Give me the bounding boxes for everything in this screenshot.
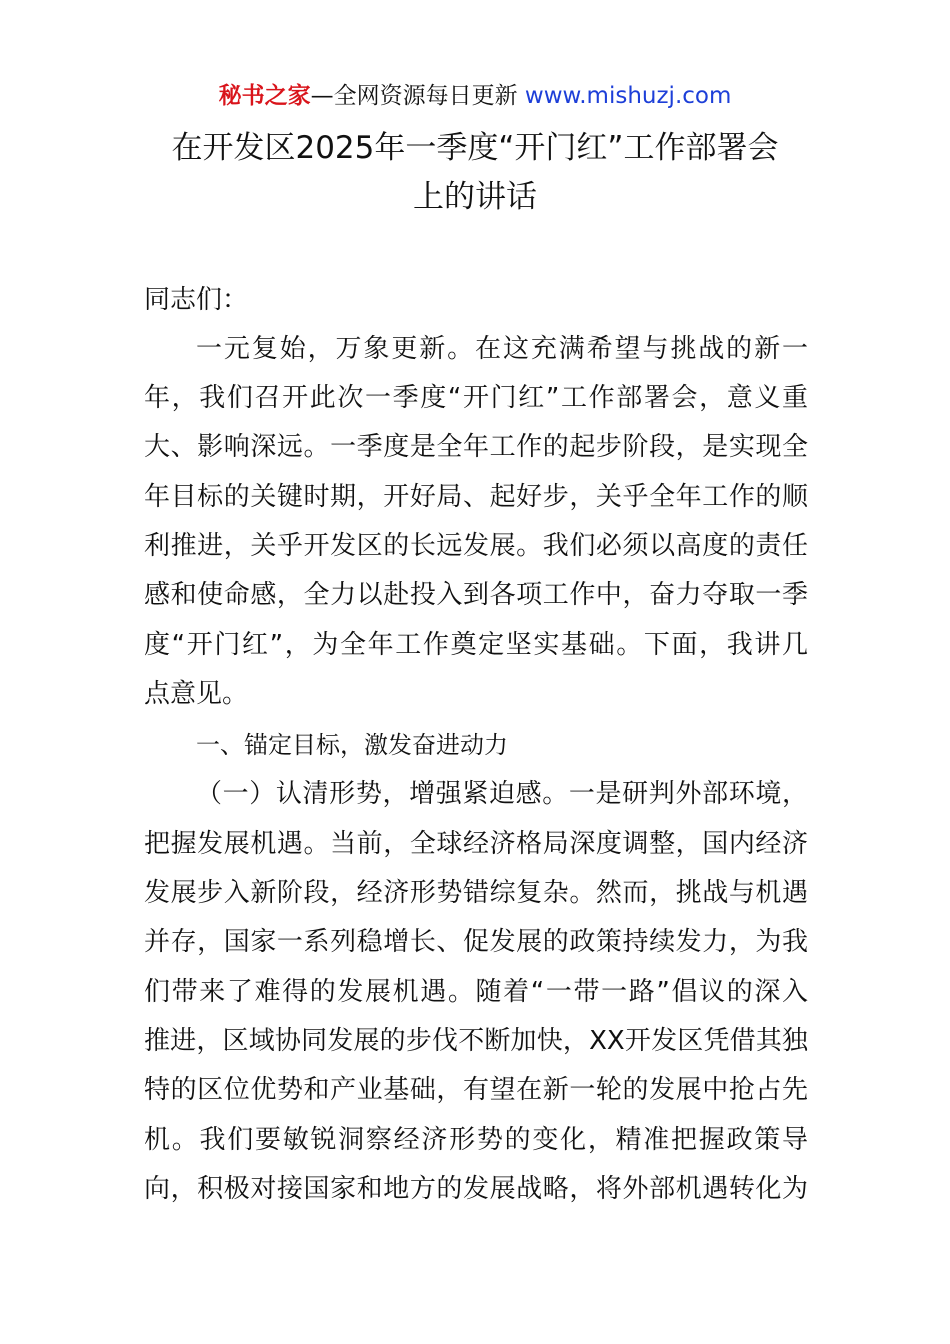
section-heading: 一、锚定目标，激发奋进动力 [196,731,508,759]
paragraph-line: 特的区位优势和产业基础，有望在新一轮的发展中抢占先 [144,1075,808,1105]
paragraph-line: 度“开门红”，为全年工作奠定坚实基础。下面，我讲几 [144,630,808,660]
paragraph-line: 大、影响深远。一季度是全年工作的起步阶段，是实现全 [144,432,808,462]
paragraph-line: 把握发展机遇。当前，全球经济格局深度调整，国内经济 [144,829,808,859]
paragraph-line: （一）认清形势，增强紧迫感。一是研判外部环境， [196,779,808,809]
brand-name: 秘书之家 [218,83,311,109]
paragraph-line: 机。我们要敏锐洞察经济形势的变化，精准把握政策导 [144,1125,808,1155]
document-title-line-2: 上的讲话 [413,179,537,215]
paragraph-line: 感和使命感，全力以赴投入到各项工作中，奋力夺取一季 [144,580,808,610]
paragraph-line: 点意见。 [144,679,249,709]
banner-tagline: —全网资源每日更新 [310,83,525,109]
banner-url[interactable]: www.mishuzj.com [524,83,732,109]
paragraph-line: 们带来了难得的发展机遇。随着“一带一路”倡议的深入 [144,977,808,1007]
paragraph-line: 向，积极对接国家和地方的发展战略，将外部机遇转化为 [144,1174,808,1204]
greeting: 同志们： [144,285,249,315]
paragraph-line: 利推进，关乎开发区的长远发展。我们必须以高度的责任 [144,531,808,561]
paragraph-line: 一元复始，万象更新。在这充满希望与挑战的新一 [196,334,808,364]
document-title-line-1: 在开发区2025年一季度“开门红”工作部署会 [171,130,779,166]
site-banner [0,80,950,112]
paragraph-line: 年，我们召开此次一季度“开门红”工作部署会，意义重 [144,383,808,413]
paragraph-line: 推进，区域协同发展的步伐不断加快，XX开发区凭借其独 [144,1026,808,1056]
paragraph-line: 发展步入新阶段，经济形势错综复杂。然而，挑战与机遇 [144,878,808,908]
paragraph-line: 年目标的关键时期，开好局、起好步，关乎全年工作的顺 [144,482,808,512]
paragraph-line: 并存，国家一系列稳增长、促发展的政策持续发力，为我 [144,927,808,957]
